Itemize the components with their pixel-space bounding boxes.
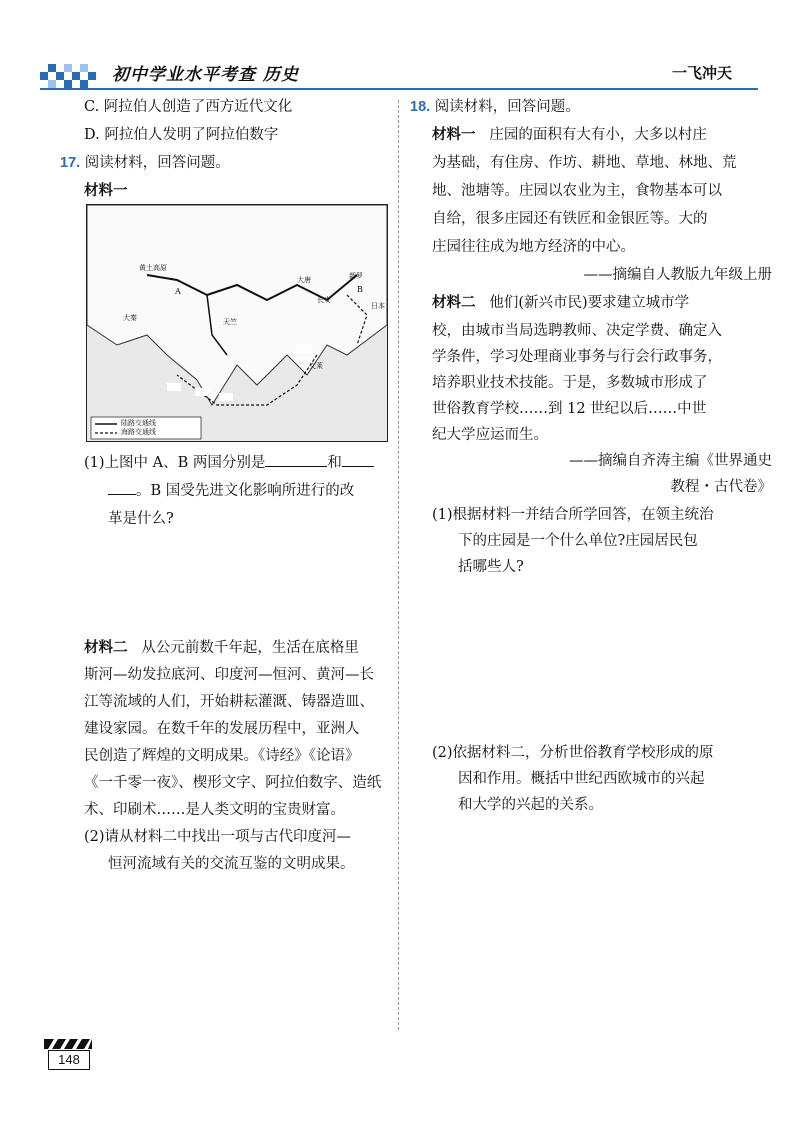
- q17-sub1-text-b: 和: [327, 455, 342, 471]
- q17-material2-line1: [84, 637, 359, 659]
- map-label-xinluo: 新罗: [349, 272, 363, 280]
- brand-logo: 一飞冲天: [672, 64, 733, 82]
- map-label-a: A: [175, 287, 181, 296]
- page-number: 148: [48, 1050, 90, 1070]
- map-graphic: [87, 205, 387, 441]
- q18-material2-line4: 培养职业技术技能。于是，多数城市形成了: [432, 375, 708, 391]
- header-logo: [40, 58, 104, 88]
- q17-sub1-text-2: 。B 国受先进文化影响所进行的改: [136, 483, 355, 499]
- q18-material1-line1: [432, 124, 707, 146]
- clapper-icon: [44, 1037, 92, 1051]
- q18-prompt: 阅读材料，回答问题。: [434, 99, 580, 115]
- q18-material2-source-2: 教程・古代卷》: [670, 479, 772, 495]
- q18-material1-line2: 为基础，有住房、作坊、耕地、草地、林地、荒: [432, 155, 737, 171]
- header-rule: [40, 88, 758, 90]
- answer-blank-b-cont[interactable]: [108, 480, 136, 495]
- q18-material2-source-1: ——摘编自齐涛主编《世界通史: [569, 453, 772, 469]
- q17-material2-line5: 民创造了辉煌的文明成果。《诗经》《论语》: [84, 748, 360, 764]
- map-label-changan: 长安: [317, 296, 331, 304]
- q18-material2-line5: 世俗教育学校……到 12 世纪以后……中世: [432, 401, 707, 417]
- map-label-wenlai: 文莱: [309, 362, 323, 370]
- q17-number: 17.: [60, 155, 81, 171]
- q17-sub1-line2: [108, 480, 354, 502]
- q17-sub2-line2: 恒河流域有关的交流互鉴的文明成果。: [108, 856, 355, 872]
- q18-sub1-line2: 下的庄园是一个什么单位?庄园居民包: [458, 533, 698, 549]
- page-number-badge: [44, 1036, 92, 1072]
- q18-material1-line3: 地、池塘等。庄园以农业为主，食物基本可以: [432, 183, 722, 199]
- q17-material1-label: 材料一: [84, 182, 128, 199]
- answer-blank-a[interactable]: [265, 452, 327, 467]
- q18-material1-line4: 自给，很多庄园还有铁匠和金银匠等。大的: [432, 211, 708, 227]
- q18-material2-line1: [432, 292, 689, 314]
- q17-material2-text-0: 从公元前数千年起，生活在底格里: [141, 640, 359, 656]
- q18-material2-line3: 学条件，学习处理商业事务与行会行政事务，: [432, 349, 722, 365]
- q17-material2-line3: 江等流域的人们，开始耕耘灌溉、铸器造皿、: [84, 694, 374, 710]
- checker-logo-icon: [40, 58, 104, 88]
- q18-number: 18.: [410, 99, 431, 115]
- q18-material2-text-0: 他们(新兴市民)要求建立城市学: [489, 295, 690, 311]
- map-label-daqin: 大秦: [123, 314, 137, 322]
- q18-material1-text-0: 庄园的面积有大有小，大多以村庄: [489, 127, 707, 143]
- q18-sub2-line2: 因和作用。概括中世纪西欧城市的兴起: [458, 771, 705, 787]
- q18-header: [410, 96, 580, 118]
- q18-sub1-line1: (1)根据材料一并结合所学回答，在领主统治: [432, 507, 714, 523]
- q18-material2-line2: 校，由城市当局选聘教师、决定学费、确定入: [432, 323, 722, 339]
- q17-material2-line2: 斯河—幼发拉底河、印度河—恒河、黄河—长: [84, 667, 374, 683]
- q18-sub2-line3: 和大学的兴起的关系。: [458, 797, 603, 813]
- map-label-riben: 日本: [371, 302, 385, 310]
- map-label-tianzhu: 天竺: [223, 318, 237, 326]
- q17-prompt: 阅读材料，回答问题。: [84, 155, 230, 171]
- q17-material2-line4: 建设家园。在数千年的发展历程中，亚洲人: [84, 721, 360, 737]
- q18-sub2-line1: (2)依据材料二，分析世俗教育学校形成的原: [432, 745, 714, 761]
- silk-road-map: [86, 204, 388, 442]
- column-divider: [398, 100, 399, 1030]
- q18-material2-line6: 纪大学应运而生。: [432, 427, 548, 443]
- q18-material1-label: 材料一: [432, 126, 476, 143]
- q18-material1-line5: 庄园往往成为地方经济的中心。: [432, 239, 635, 255]
- q17-sub1-line1: [84, 452, 374, 474]
- q17-sub1-line3: 革是什么?: [108, 511, 174, 527]
- map-label-datang: 大唐: [297, 276, 311, 284]
- q18-sub1-line3: 括哪些人?: [458, 559, 524, 575]
- q17-material2-label: 材料二: [84, 639, 128, 656]
- map-label-1: 黄土高原: [139, 264, 167, 272]
- q17-material2-line7: 术、印刷术……是人类文明的宝贵财富。: [84, 802, 345, 818]
- q18-material1-source: ——摘编自人教版九年级上册: [583, 267, 772, 283]
- map-label-b: B: [357, 285, 363, 294]
- q17-sub1-text-a: (1)上图中 A、B 两国分别是: [84, 455, 266, 471]
- q18-material2-label: 材料二: [432, 294, 476, 311]
- map-legend-sea: 海路交通线: [121, 428, 156, 436]
- q17-header: [60, 152, 230, 174]
- q17-sub2-line1: (2)请从材料二中找出一项与古代印度河—: [84, 829, 352, 845]
- answer-blank-b[interactable]: [342, 452, 374, 467]
- q17-material2-line6: 《一千零一夜》、楔形文字、阿拉伯数字、造纸: [84, 775, 382, 791]
- option-c: C. 阿拉伯人创造了西方近代文化: [84, 99, 293, 115]
- map-legend-land: 陆路交通线: [121, 419, 156, 427]
- option-d: D. 阿拉伯人发明了阿拉伯数字: [84, 127, 279, 143]
- header-title: 初中学业水平考查 历史: [112, 65, 299, 85]
